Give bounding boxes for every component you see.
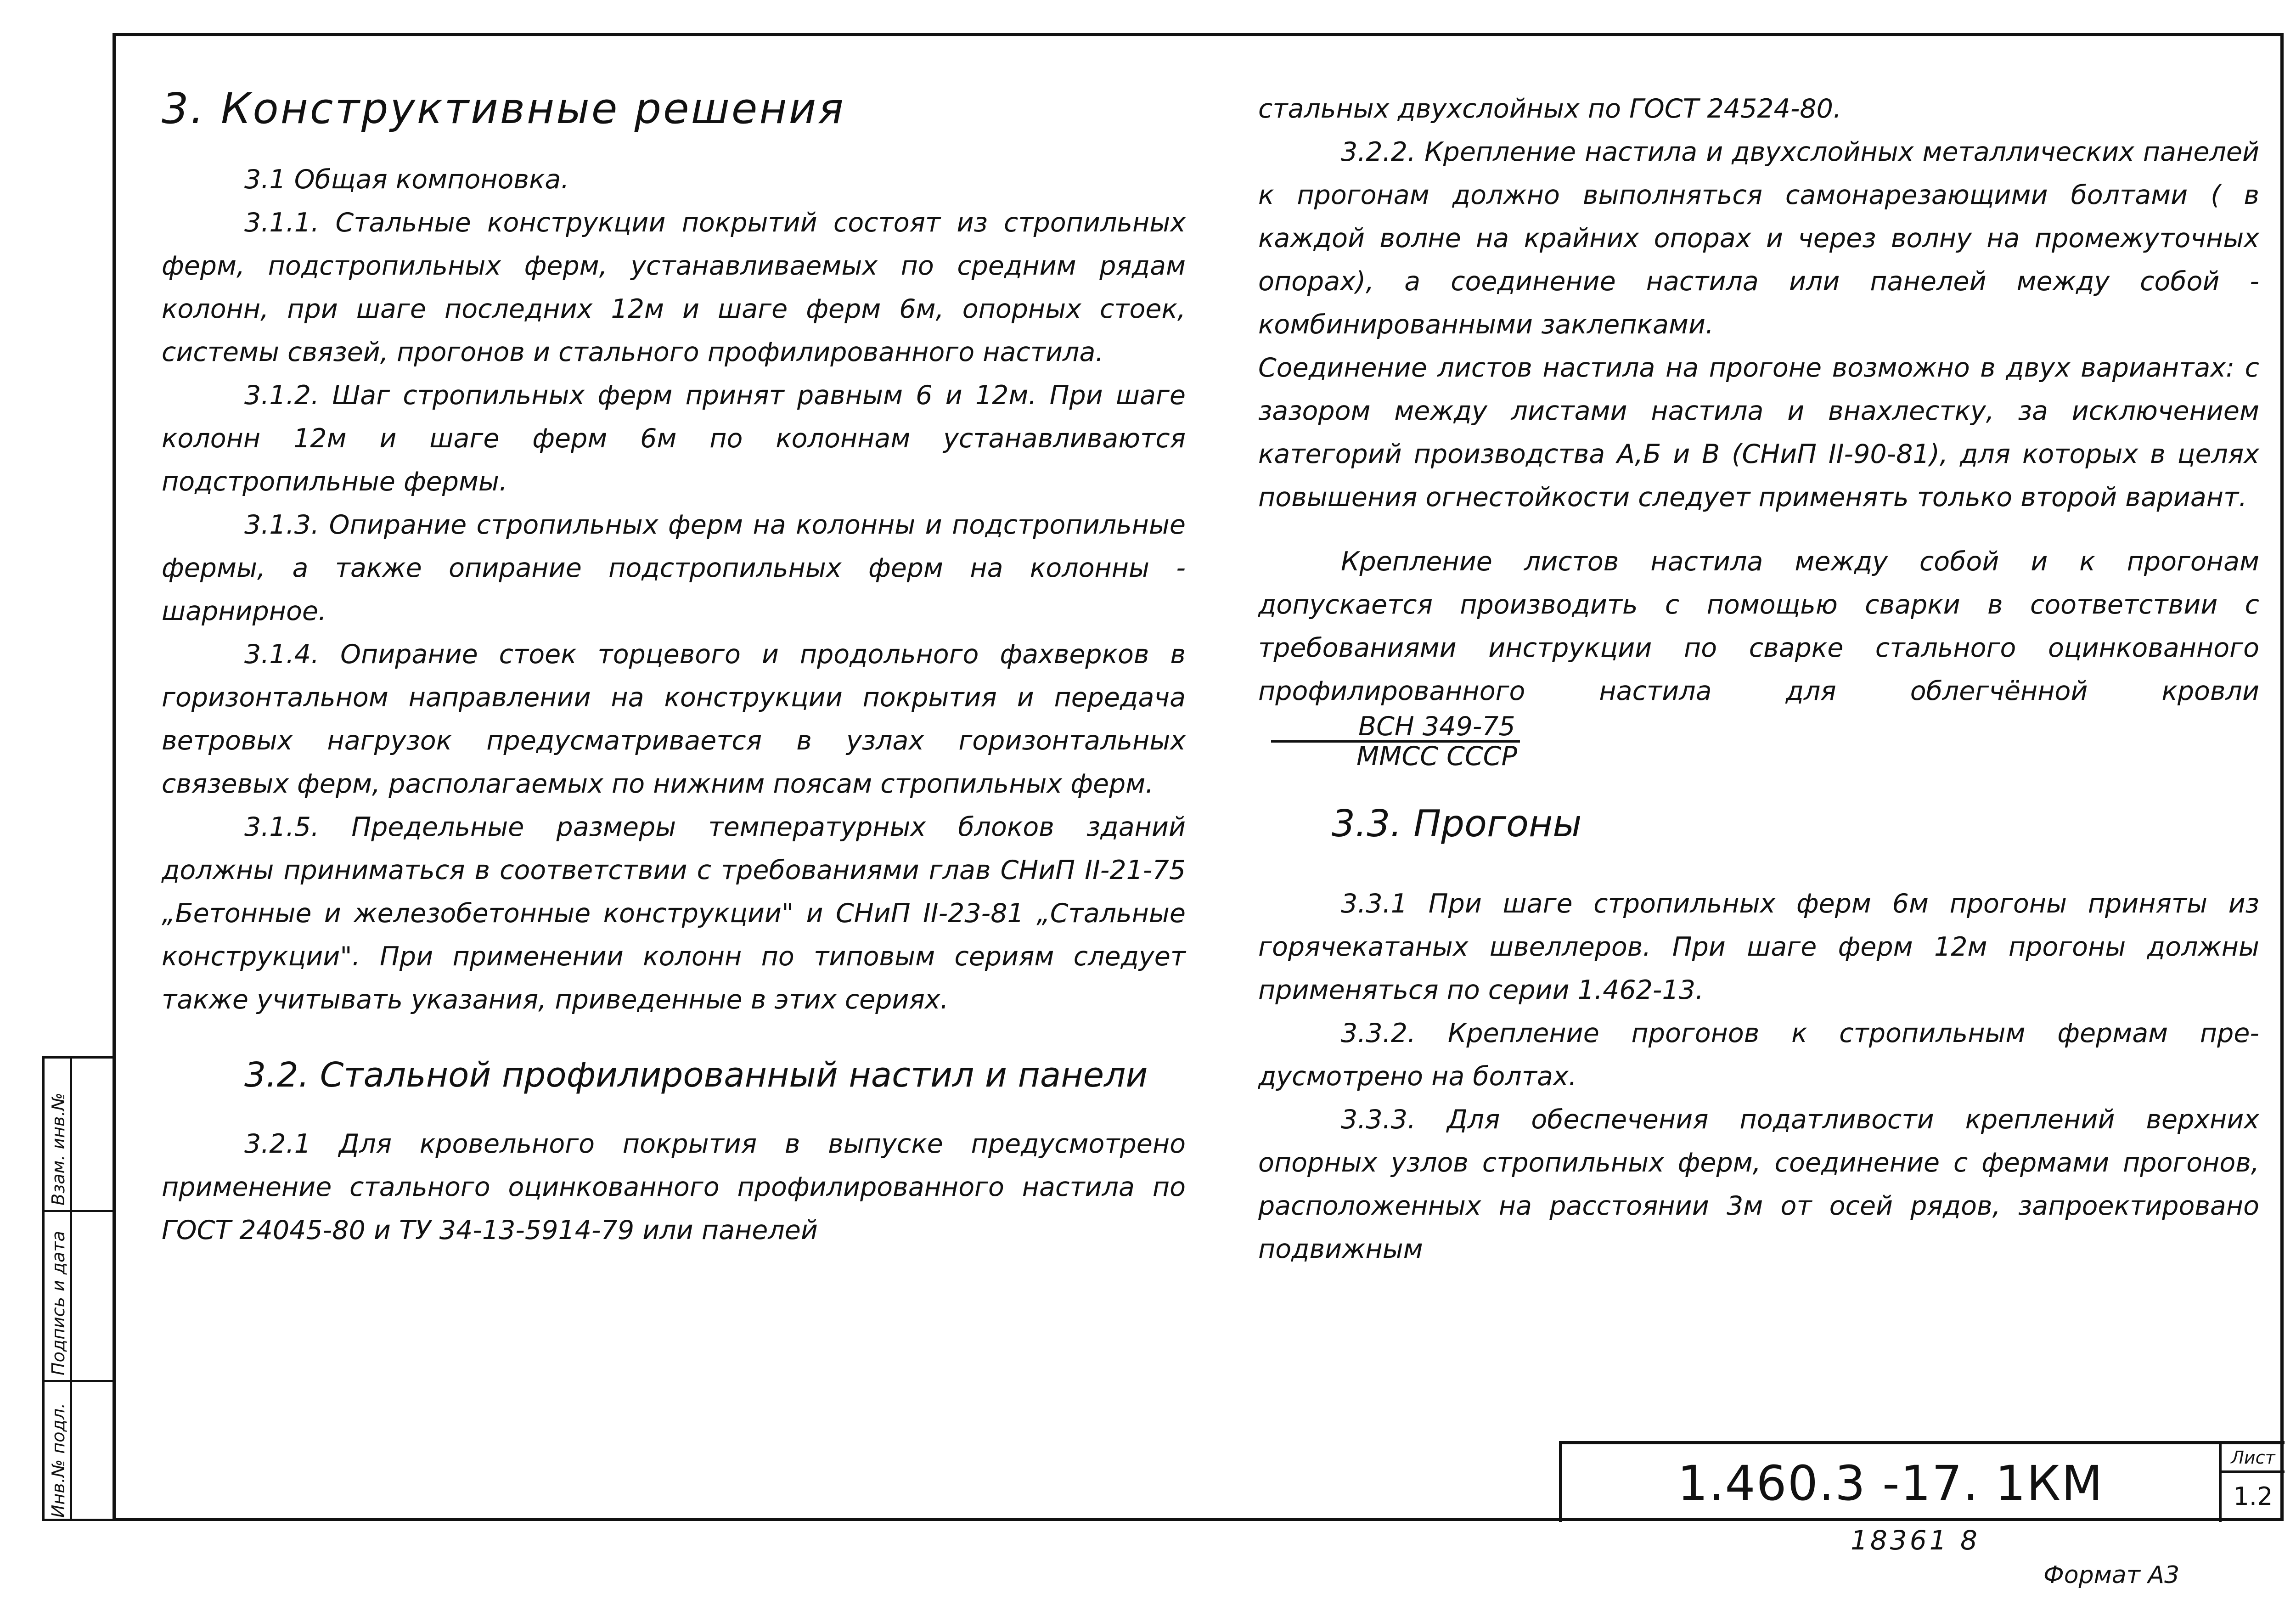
para-3-1-5: 3.1.5. Предельные размеры температурных блоков зданий должны приниматься в соответствии с требованиями глав СНиП II-21-75 „Бетонные и железобетонные конструкции" и СНиП II-23-81 „Стальные конструкции". При применении колонн по типовым сериям следует также учитывать указания, приведенные в этих сериях.	[162, 812, 1186, 1015]
paragraph-gap	[1258, 519, 2259, 540]
para-3-1-2: 3.1.2. Шаг стропильных ферм принят равным 6 и 12м. При шаге колонн 12м и шаге ферм 6м по колоннам устанавливаются подстропильные фермы.	[162, 380, 1186, 497]
side-value-cell	[72, 1210, 113, 1382]
page-title: 3. Конструктивные решения	[162, 84, 845, 133]
side-stamp-labels-column	[45, 1059, 72, 1519]
para-3-2-1-continued: стальных двухслойных по ГОСТ 24524-80.	[1258, 94, 1842, 124]
para-3-3-2: 3.3.2. Крепление прогонов к стропильным фермам предусмотрено на болтах.	[1258, 1018, 2259, 1092]
side-value-cell	[72, 1059, 113, 1212]
side-label-vzam: Взам. инв.№	[48, 1093, 68, 1205]
title-block	[1559, 1441, 2285, 1522]
side-cell-inv	[45, 1380, 70, 1520]
sheet-label: Лист	[2222, 1444, 2285, 1473]
section-3-1: 3.1 Общая компоновка.	[244, 164, 569, 195]
para-3-1-3: 3.1.3. Опирание стропильных ферм на колонны и подстропильные фермы, а также опирание подстропильных ферм на колонны - шарнирное.	[162, 510, 1186, 626]
side-cell-vzam	[45, 1059, 70, 1212]
side-label-inv: Инв.№ подл.	[48, 1403, 68, 1518]
sheet-format: Формат А3	[2043, 1561, 2180, 1589]
para-3-2-2: 3.2.2. Крепление настила и двухслойных металлических панелей к прогонам должно выполняться самонарезающими болтами ( в каждой волне на крайних опорах и через волну на промежуточных опорах), а соединение настила или панелей между собой - комбинированными заклепками.	[1258, 137, 2259, 340]
side-cell-podpis	[45, 1210, 70, 1382]
sheet-number: 1.2	[2233, 1482, 2273, 1511]
para-3-1-1: 3.1.1. Стальные конструкции покрытий состоят из стропильных ферм, подстропильных ферм, устанавливаемых по средним рядам колонн, при шаге последних 12м и шаге ферм 6м, опорных стоек, системы связей, прогонов и стального профилированного настила.	[162, 208, 1186, 367]
fraction-denominator: ММСС СССР	[1356, 741, 1517, 772]
para-welding-text: Крепление листов настила между собой и к прогонам допускается производить с помощью сварки в соответствии с требованиями инструкции по сварке стального оцинкованного профилированного настила для облегчённой кровли	[1258, 546, 2259, 706]
side-stamp-strip	[42, 1056, 113, 1521]
sheet-cell	[2219, 1444, 2285, 1522]
heading-3-3: 3.3. Прогоны	[1332, 802, 1582, 845]
para-3-1-4: 3.1.4. Опирание стоек торцевого и продольного фахверков в горизонтальном направлении на конструкции покрытия и передача ветровых нагрузок предусматривается в узлах горизонтальных связевых ферм, располагаемых по нижним поясам стропильных ферм.	[162, 639, 1186, 799]
document-code: 1.460.3 -17. 1КМ	[1677, 1455, 2104, 1511]
para-3-3-3: 3.3.3. Для обеспечения податливости креплений верхних опорных узлов стропильных ферм, соединение с фермами прогонов, расположенных на расстоянии 3м от осей рядов, запроектировано подвижным	[1258, 1104, 2259, 1264]
side-stamp-values-column	[72, 1059, 113, 1519]
side-label-podpis: Подпись и дата	[48, 1231, 68, 1375]
left-column	[162, 69, 1186, 1252]
right-column	[1258, 87, 2259, 1271]
heading-3-2: 3.2. Стальной профилированный настил и панели	[244, 1055, 1148, 1095]
para-3-3-1: 3.3.1 При шаге стропильных ферм 6м прогоны приняты из горячекатаных швеллеров. При шаге ферм 12м прогоны должны применяться по серии 1.462-13.	[1258, 889, 2259, 1005]
para-joining: Соединение листов настила на прогоне возможно в двух вариантах: с зазором между листами настила и внахлестку, за исключением категорий производства А,Б и В (СНиП II-90-81), для которых в целях повышения огнестойкости следует применять только второй вариант.	[1258, 353, 2259, 513]
para-welding	[1258, 540, 2259, 770]
norm-fraction	[1269, 713, 1522, 770]
fraction-numerator: ВСН 349-75	[1271, 713, 1520, 743]
archive-number: 18361 8	[1851, 1525, 1980, 1556]
para-3-2-1: 3.2.1 Для кровельного покрытия в выпуске предусмотрено применение стального оцинкованного профилированного настила по ГОСТ 24045-80 и ТУ 34-13-5914-79 или панелей	[162, 1129, 1186, 1245]
